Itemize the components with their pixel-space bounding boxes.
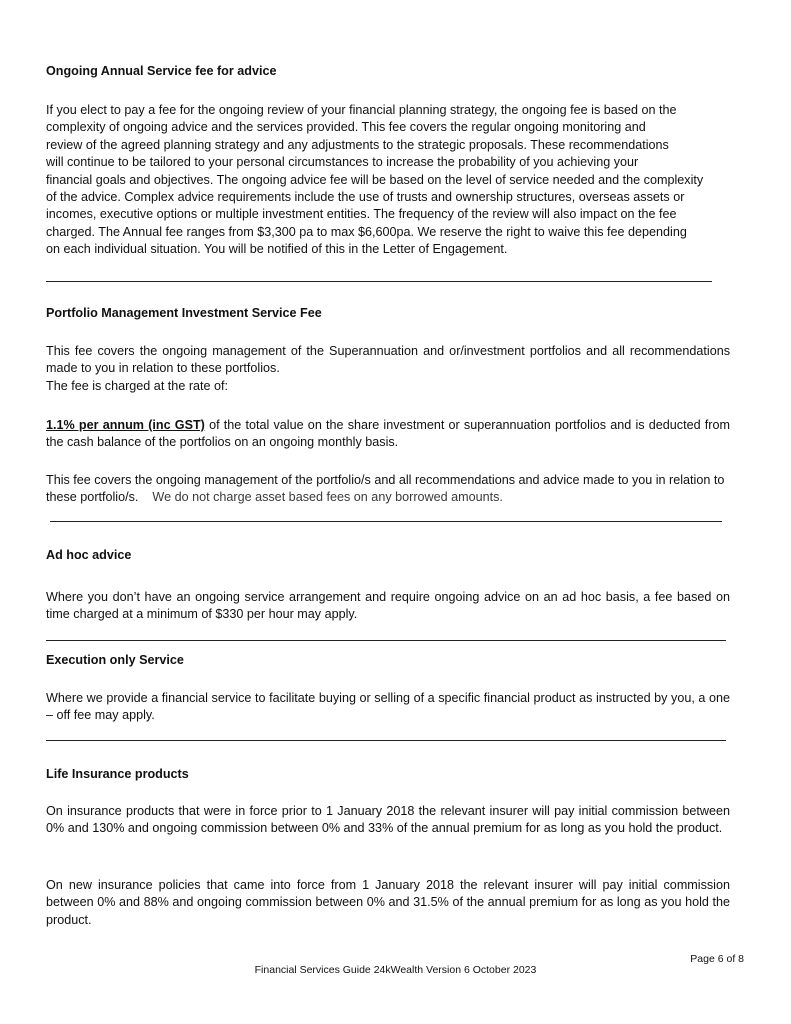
footer-document-title: Financial Services Guide 24kWealth Version 6 October 2023 (254, 964, 537, 976)
heading-execution-only: Execution only Service (46, 653, 184, 667)
heading-portfolio-management: Portfolio Management Investment Service Fee (46, 306, 322, 320)
ongoing-line: on each individual situation. You will be notified of this in the Letter of Engagement. (46, 242, 508, 257)
portfolio-rate-detail: of the total value on the share investment or superannuation portfolios and is deducted from the cash balance of the portfolios on an ongoing monthly basis. (46, 418, 730, 450)
ongoing-line: will continue to be tailored to your personal circumstances to increase the probability of you achieving your (46, 155, 639, 170)
ongoing-line: charged. The Annual fee ranges from $3,300 pa to max $6,600pa. We reserve the right to waive this fee depending (46, 224, 687, 239)
ongoing-fee-paragraph (46, 102, 746, 259)
portfolio-paragraph-1: This fee covers the ongoing management of the Superannuation and or/investment portfolios and all recommendations made to you in relation to these portfolios. (46, 344, 730, 376)
portfolio-fee-rate: 1.1% per annum (inc GST) (46, 418, 205, 432)
portfolio-rate-intro: The fee is charged at the rate of: (46, 379, 229, 393)
execution-paragraph: Where we provide a financial service to facilitate buying or selling of a specific financial product as instructed by you, a one – off fee may apply. (46, 691, 730, 723)
ongoing-line: financial goals and objectives. The ongoing advice fee will be based on the level of service needed and the complexity (46, 172, 704, 187)
portfolio-management-text: This fee covers the ongoing management of the portfolio/s and all recommendations and advice made to you in relation to these portfolio/s. (46, 473, 725, 505)
ad-hoc-paragraph: Where you don’t have an ongoing service arrangement and require ongoing advice on an ad hoc basis, a fee based on time charged at a minimum of $330 per hour may apply. (46, 590, 730, 622)
heading-life-insurance: Life Insurance products (46, 767, 189, 781)
heading-ongoing-service-fee: Ongoing Annual Service fee for advice (46, 64, 277, 78)
ongoing-line: If you elect to pay a fee for the ongoing review of your financial planning strategy, the ongoing fee is based on the (46, 103, 677, 117)
portfolio-rate-paragraph (46, 417, 730, 452)
heading-ad-hoc-advice: Ad hoc advice (46, 548, 132, 562)
portfolio-paragraph-3 (46, 472, 730, 507)
life-insurance-paragraph-1: On insurance products that were in force prior to 1 January 2018 the relevant insurer will pay initial commission between 0% and 130% and ongoing commission between 0% and 33% of the annual premium for as long as you hold the product. (46, 804, 730, 836)
section-divider (46, 740, 726, 741)
page-number: Page 6 of 8 (690, 953, 744, 965)
life-insurance-paragraph-2: On new insurance policies that came into force from 1 January 2018 the relevant insurer will pay initial commission between 0% and 88% and ongoing commission between 0% and 31.5% of the annual premium for as long as you hold the product. (46, 878, 730, 927)
ongoing-line: incomes, executive options or multiple investment entities. The frequency of the review will also impact on the fee (46, 207, 677, 222)
section-divider (46, 281, 712, 282)
section-divider (46, 640, 726, 641)
ongoing-line: of the advice. Complex advice requirements include the use of trusts and ownership structures, overseas assets or (46, 190, 685, 205)
borrowed-amounts-note: We do not charge asset based fees on any borrowed amounts. (152, 490, 503, 505)
section-divider (50, 521, 722, 522)
ongoing-line: complexity of ongoing advice and the services provided. This fee covers the regular ongoing monitoring and (46, 120, 646, 135)
ongoing-line: review of the agreed planning strategy and any adjustments to the strategic proposals. These recommendations (46, 137, 669, 152)
